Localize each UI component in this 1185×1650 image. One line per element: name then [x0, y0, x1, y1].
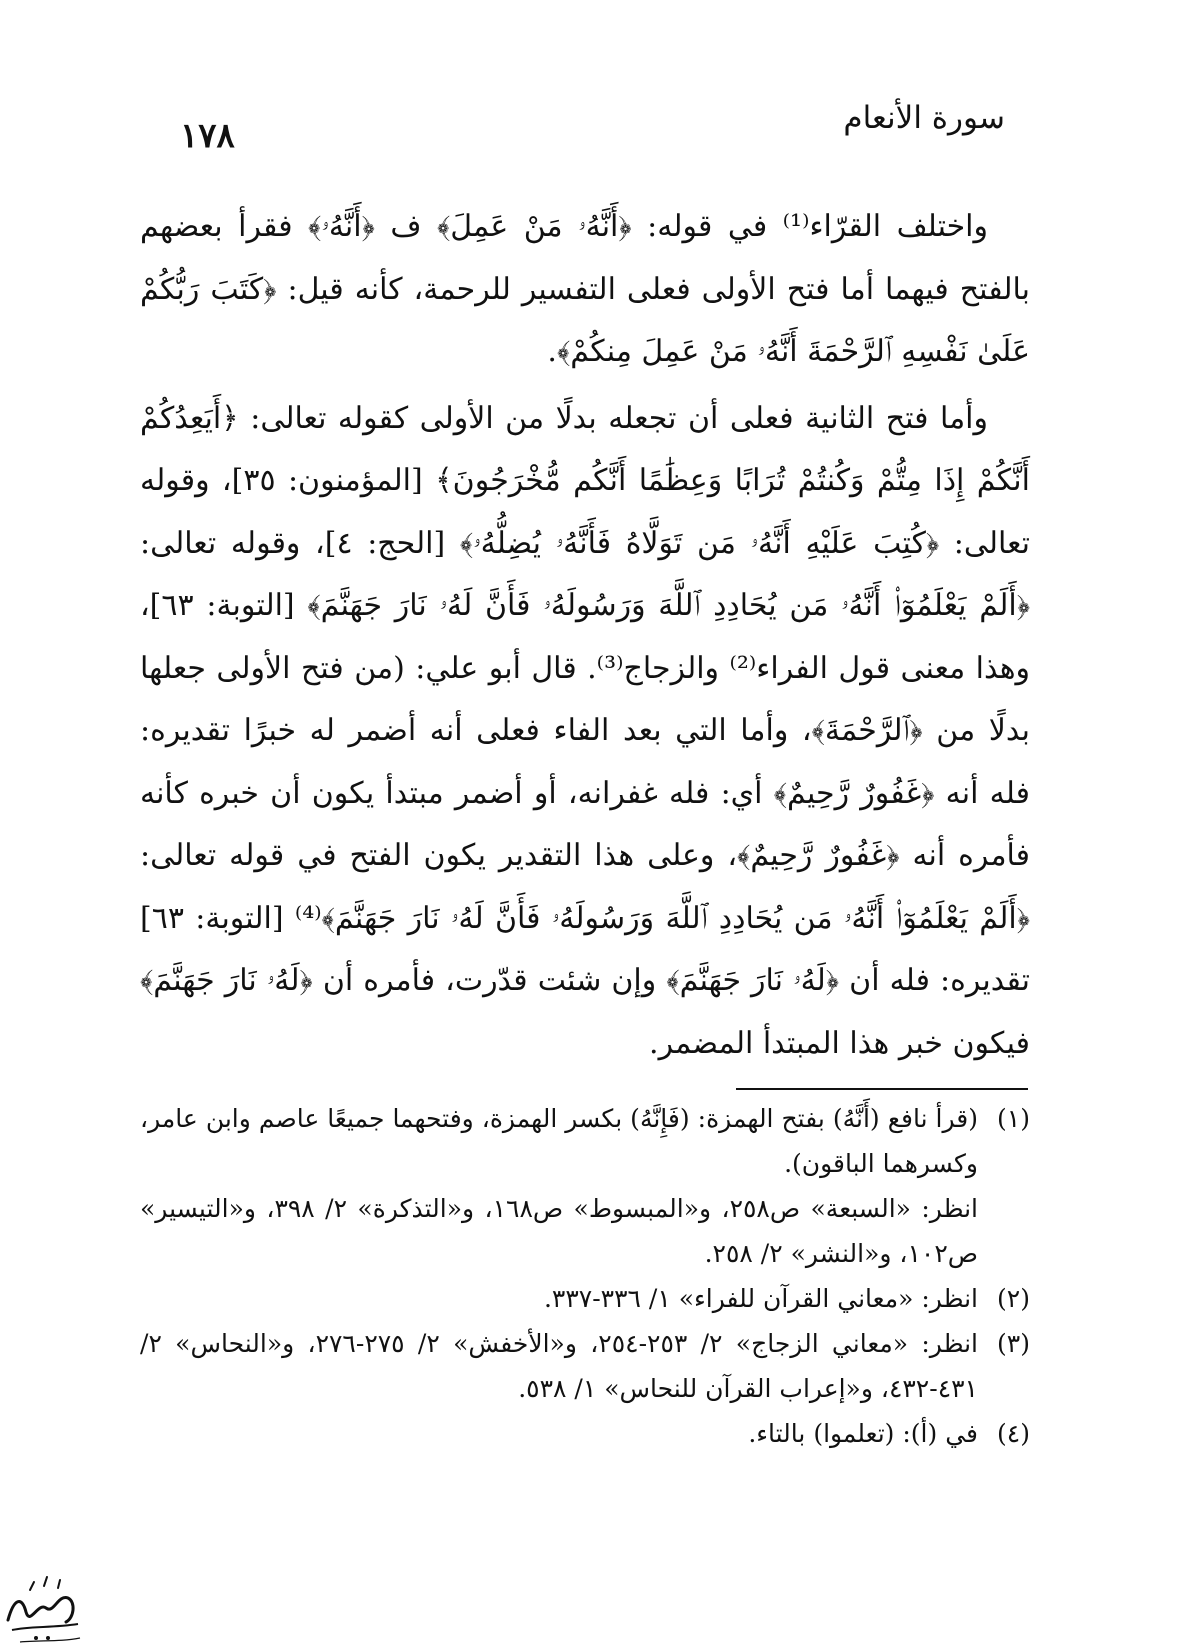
footnote-number: (١) [997, 1104, 1030, 1133]
footnote-number: (٤) [997, 1419, 1030, 1448]
paragraph: واختلف القرّاء⁽¹⁾ في قوله: ﴿أَنَّهُۥ مَنْ عَمِلَ﴾ ف ﴿أَنَّهُۥ﴾ فقرأ بعضهم بالفتح فيهما أما فتح الأولى فعلى التفسير للرحمة، كأنه قيل: ﴿كَتَبَ رَبُّكُمْ عَلَىٰ نَفْسِهِ ٱلرَّحْمَةَ أَنَّهُۥ مَنْ عَمِلَ مِنكُمْ﴾. [140, 209, 1030, 369]
footnote-text: انظر: «السبعة» ص٢٥٨، و«المبسوط» ص١٦٨، و«التذكرة» ٢/ ٣٩٨، و«التيسير» ص١٠٢، و«النشر» ٢/ ٢٥٨. [140, 1194, 978, 1268]
footnotes [140, 1096, 1030, 1456]
footnote [140, 1411, 1030, 1456]
page-number: ١٧٨ [180, 116, 235, 156]
watermark-logo [0, 1568, 90, 1650]
footnote-text: انظر: «معاني القرآن للفراء» ١/ ٣٣٦-٣٣٧. [543, 1284, 978, 1313]
footnote [140, 1276, 1030, 1321]
footnote-number: (٢) [997, 1284, 1030, 1313]
footnote-text: (قرأ نافع (أَنَّهُ) بفتح الهمزة: (فَإِنَّهُ) بكسر الهمزة، وفتحهما جميعًا عاصم وابن عامر، وكسرهما الباقون). [140, 1104, 978, 1178]
footnote-number: (٣) [997, 1329, 1030, 1358]
footnote-text: انظر: «معاني الزجاج» ٢/ ٢٥٣-٢٥٤، و«الأخفش» ٢/ ٢٧٥-٢٧٦، و«النحاس» ٢/ ٤٣١-٤٣٢، و«إعراب القرآن للنحاس» ١/ ٥٣٨. [140, 1329, 979, 1403]
page-header [180, 100, 1005, 160]
paragraph: وأما فتح الثانية فعلى أن تجعله بدلًا من الأولى كقوله تعالى: ﴿أَيَعِدُكُمْ أَنَّكُمْ إِذَا مِتُّمْ وَكُنتُمْ تُرَابًا وَعِظَٰمًا أَنَّكُم مُّخْرَجُونَ﴾ [المؤمنون: ٣٥]، وقوله تعالى: ﴿كُتِبَ عَلَيْهِ أَنَّهُۥ مَن تَوَلَّاهُ فَأَنَّهُۥ يُضِلُّهُۥ﴾ [الحج: ٤]، وقوله تعالى: ﴿أَلَمْ يَعْلَمُوٓا۟ أَنَّهُۥ مَن يُحَادِدِ ٱللَّهَ وَرَسُولَهُۥ فَأَنَّ لَهُۥ نَارَ جَهَنَّمَ﴾ [التوبة: ٦٣]، وهذا معنى قول الفراء⁽²⁾ والزجاج⁽³⁾. قال أبو علي: (من فتح الأولى جعلها بدلًا من ﴿ٱلرَّحْمَةَ﴾، وأما التي بعد الفاء فعلى أنه أضمر له خبرًا تقديره: فله أنه ﴿غَفُورٌ رَّحِيمٌ﴾ أي: فله غفرانه، أو أضمر مبتدأ يكون أن خبره كأنه فأمره أنه ﴿غَفُورٌ رَّحِيمٌ﴾، وعلى هذا التقدير يكون الفتح في قوله تعالى: ﴿أَلَمْ يَعْلَمُوٓا۟ أَنَّهُۥ مَن يُحَادِدِ ٱللَّهَ وَرَسُولَهُۥ فَأَنَّ لَهُۥ نَارَ جَهَنَّمَ﴾⁽⁴⁾ [التوبة: ٦٣] تقديره: فله أن ﴿لَهُۥ نَارَ جَهَنَّمَ﴾ وإن شئت قدّرت، فأمره أن ﴿لَهُۥ نَارَ جَهَنَّمَ﴾ فيكون خبر هذا المبتدأ المضمر. [140, 400, 1031, 1061]
main-text [140, 196, 1030, 1075]
footnote [140, 1321, 1030, 1411]
footnote-text: في (أ): (تعلموا) بالتاء. [748, 1419, 978, 1448]
footnote-separator [736, 1088, 1028, 1090]
footnote [140, 1096, 1030, 1276]
surah-title: سورة الأنعام [843, 100, 1005, 136]
